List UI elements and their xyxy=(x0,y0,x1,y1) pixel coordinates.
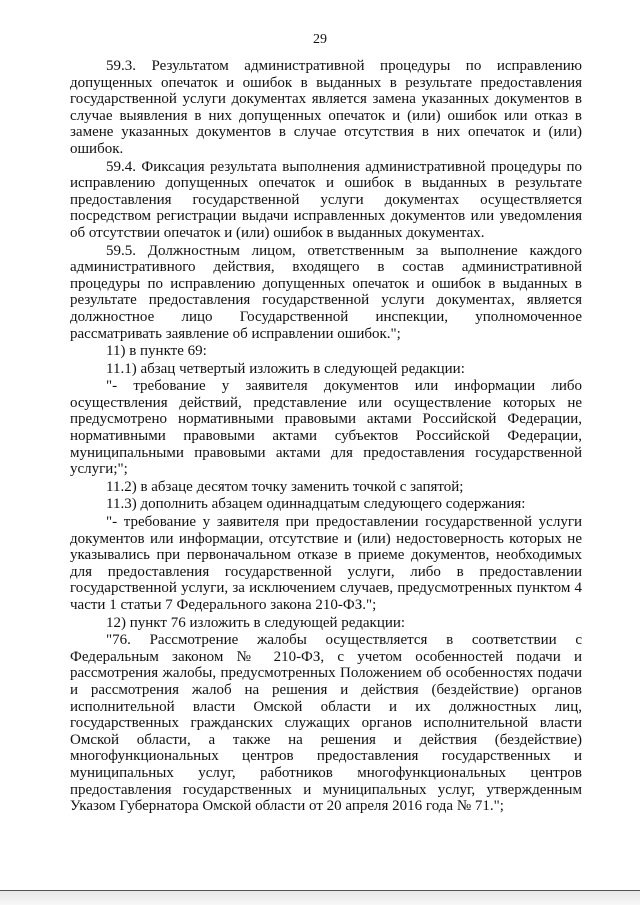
paragraph-59-3: 59.3. Результатом административной процедуры по исправлению допущенных опечаток и ошибок в выданных в результате предоставления государственной услуги документах является замена указанных документов в случае выявления в них допущенных опечаток и (или) ошибок или отказ в замене указанных документов в случае отсутствия в них опечаток и (или) ошибок. xyxy=(70,58,582,157)
item-12: 12) пункт 76 изложить в следующей редакции: xyxy=(106,614,406,631)
item-11-2: 11.2) в абзаце десятом точку заменить точкой с запятой; xyxy=(106,478,464,495)
item-11: 11) в пункте 69: xyxy=(106,343,207,360)
paragraph-59-5: 59.5. Должностным лицом, ответственным за выполнение каждого административного действия, входящего в состав административной процедуры по исправлению допущенных опечаток и ошибок в выданных в результате предоставления государственной услуги документах, является должностное лицо Государственной инспекции, уполномоченное рассматривать заявление об исправлении ошибок."; xyxy=(70,242,582,342)
item-11-1-text: "- требование у заявителя документов или информации либо осуществления действий, представление или осуществление которых не предусмотрено нормативными правовыми актами Российской Федерации, нормативными правовыми актами субъектов Российской Федерации, муниципальными правовыми актами для предоставления государственной услуги;"; xyxy=(70,378,582,478)
document-body xyxy=(70,58,582,816)
item-11-3: 11.3) дополнить абзацем одиннадцатым следующего содержания: xyxy=(106,496,526,513)
paragraph-59-4: 59.4. Фиксация результата выполнения административной процедуры по исправлению допущенных опечаток и ошибок в выданных в результате предоставления государственной услуги документах осуществляется посредством регистрации выдачи исправленных документов или уведомления об отсутствии опечаток и (или) ошибок в выданных документах. xyxy=(70,158,582,241)
page-number: 29 xyxy=(313,32,327,47)
scan-bottom-edge xyxy=(0,890,640,905)
item-11-1: 11.1) абзац четвертый изложить в следующей редакции: xyxy=(106,360,465,377)
item-11-3-text: "- требование у заявителя при предоставлении государственной услуги документов или информации, отсутствие и (или) недостоверность которых не указывались при первоначальном отказе в приеме документов, необходимых для предоставления государственной услуги, либо в предоставлении государственной услуги, за исключением случаев, предусмотренных пунктом 4 части 1 статьи 7 Федерального закона 210-ФЗ."; xyxy=(70,514,582,613)
paragraph-76: "76. Рассмотрение жалобы осуществляется в соответствии с Федеральным законом № 210-ФЗ, с учетом особенностей подачи и рассмотрения жалобы, предусмотренных Положением об особенностях подачи и рассмотрения жалоб на решения и действия (бездействие) органов исполнительной власти Омской области и их должностных лиц, государственных гражданских служащих органов исполнительной власти Омской области, а также на решения и действия (бездействие) многофункциональных центров предоставления государственных и муниципальных услуг, работников многофункциональных центров предоставления государственных и муниципальных услуг, утвержденным Указом Губернатора Омской области от 20 апреля 2016 года № 71."; xyxy=(70,632,582,815)
